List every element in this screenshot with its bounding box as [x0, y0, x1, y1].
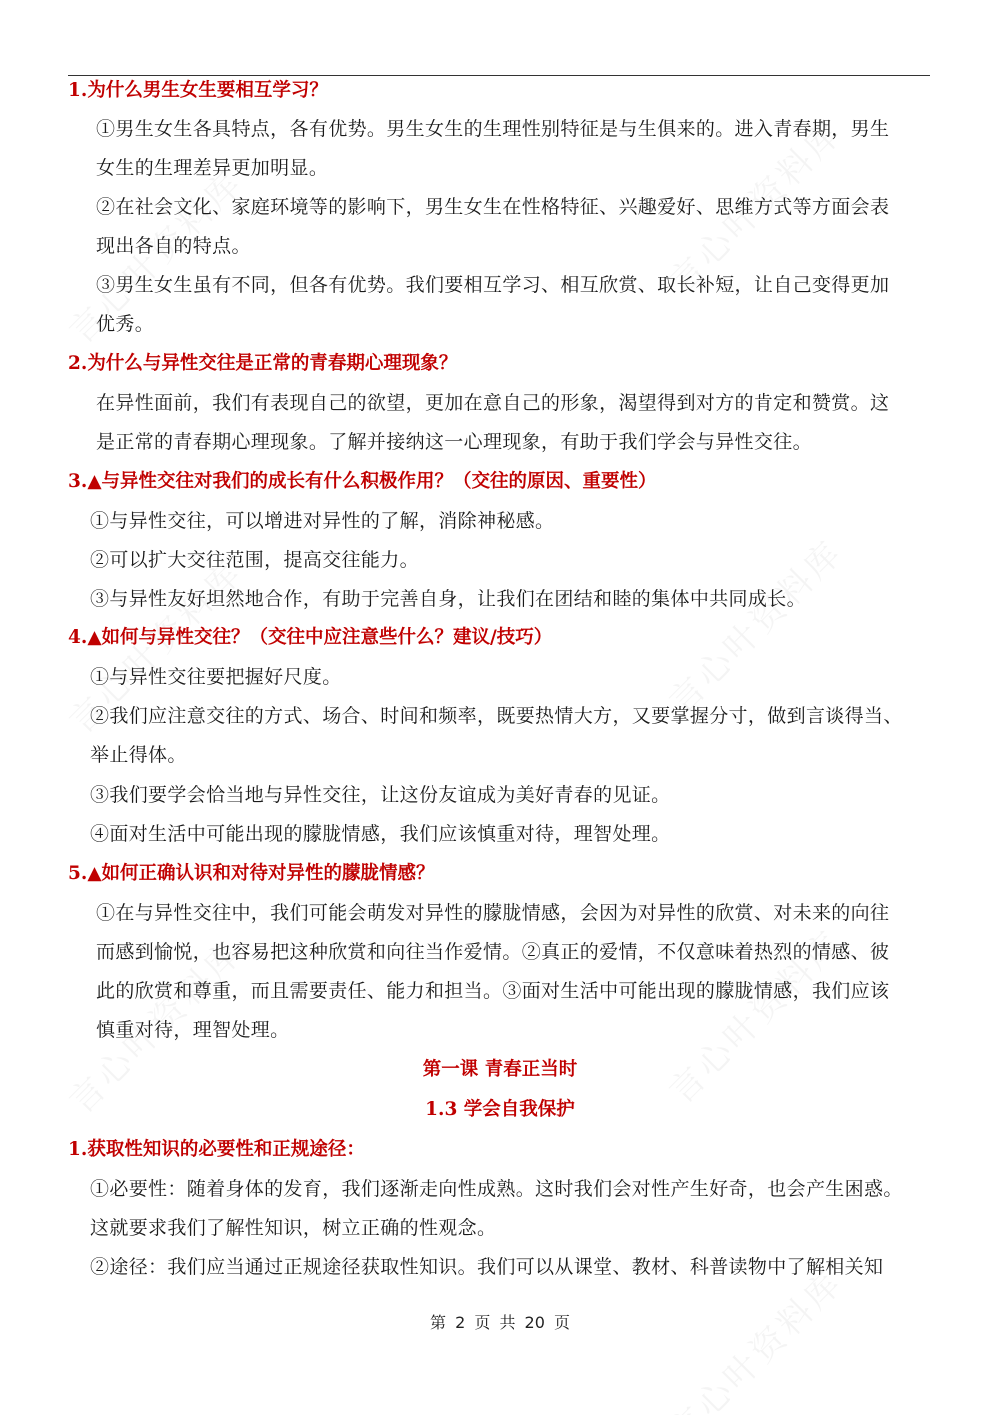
- body-line: ③我们要学会恰当地与异性交往，让这份友谊成为美好青春的见证。: [90, 784, 671, 806]
- body-line: 优秀。: [96, 313, 155, 335]
- section-heading-4: 4.▲如何与异性交往？（交往中应注意些什么？建议/技巧）: [68, 627, 553, 648]
- body-line: 慎重对待，理智处理。: [96, 1019, 290, 1041]
- page-number-footer: 第 2 页 共 20 页: [430, 1313, 570, 1332]
- body-line: 而感到愉悦，也容易把这种欣赏和向往当作爱情。②真正的爱情，不仅意味着热烈的情感、彼: [96, 941, 890, 963]
- body-line: ④面对生活中可能出现的朦胧情感，我们应该慎重对待，理智处理。: [90, 823, 671, 845]
- watermark-text: [656, 527, 852, 723]
- body-line: ①男生女生各具特点，各有优势。男生女生的生理性别特征是与生俱来的。进入青春期，男生: [96, 118, 890, 140]
- body-line: 这就要求我们了解性知识，树立正确的性观念。: [90, 1217, 497, 1239]
- section-heading-3: 3.▲与异性交往对我们的成长有什么积极作用？（交往的原因、重要性）: [68, 471, 657, 492]
- body-line: ①必要性：随着身体的发育，我们逐渐走向性成熟。这时我们会对性产生好奇，也会产生困惑。: [90, 1178, 903, 1200]
- lesson-subtitle: 1.3 学会自我保护: [425, 1099, 575, 1120]
- section-heading-next: 1.获取性知识的必要性和正规途径：: [68, 1139, 365, 1160]
- header-rule: [68, 75, 930, 76]
- body-line: ①在与异性交往中，我们可能会萌发对异性的朦胧情感，会因为对异性的欣赏、对未来的向往: [96, 902, 890, 924]
- body-line: ②在社会文化、家庭环境等的影响下，男生女生在性格特征、兴趣爱好、思维方式等方面会表: [96, 196, 890, 218]
- body-line: 是正常的青春期心理现象。了解并接纳这一心理现象，有助于我们学会与异性交往。: [96, 431, 812, 453]
- body-line: ②我们应注意交往的方式、场合、时间和频率，既要热情大方，又要掌握分寸，做到言谈得当、: [90, 705, 903, 727]
- section-heading-5: 5.▲如何正确认识和对待对异性的朦胧情感？: [68, 863, 435, 884]
- lesson-title: 第一课 青春正当时: [422, 1059, 578, 1080]
- body-line: 在异性面前，我们有表现自己的欲望，更加在意自己的形象，渴望得到对方的肯定和赞赏。这: [96, 392, 890, 414]
- body-line: ②可以扩大交往范围，提高交往能力。: [90, 549, 419, 571]
- section-heading-2: 2.为什么与异性交往是正常的青春期心理现象？: [68, 353, 458, 374]
- section-heading-1: 1.为什么男生女生要相互学习？: [68, 80, 328, 101]
- body-line: ③男生女生虽有不同，但各有优势。我们要相互学习、相互欣赏、取长补短，让自己变得更加: [96, 274, 890, 296]
- body-line: ③与异性友好坦然地合作，有助于完善自身，让我们在团结和睦的集体中共同成长。: [90, 588, 806, 610]
- watermark-text: [656, 1257, 852, 1415]
- body-line: 举止得体。: [90, 744, 187, 766]
- body-line: ②途径：我们应当通过正规途径获取性知识。我们可以从课堂、教材、科普读物中了解相关知: [90, 1256, 884, 1278]
- body-line: 此的欣赏和尊重，而且需要责任、能力和担当。③面对生活中可能出现的朦胧情感，我们应该: [96, 980, 890, 1002]
- body-line: 现出各自的特点。: [96, 235, 251, 257]
- body-line: 女生的生理差异更加明显。: [96, 157, 329, 179]
- body-line: ①与异性交往要把握好尺度。: [90, 666, 342, 688]
- body-line: ①与异性交往，可以增进对异性的了解，消除神秘感。: [90, 510, 555, 532]
